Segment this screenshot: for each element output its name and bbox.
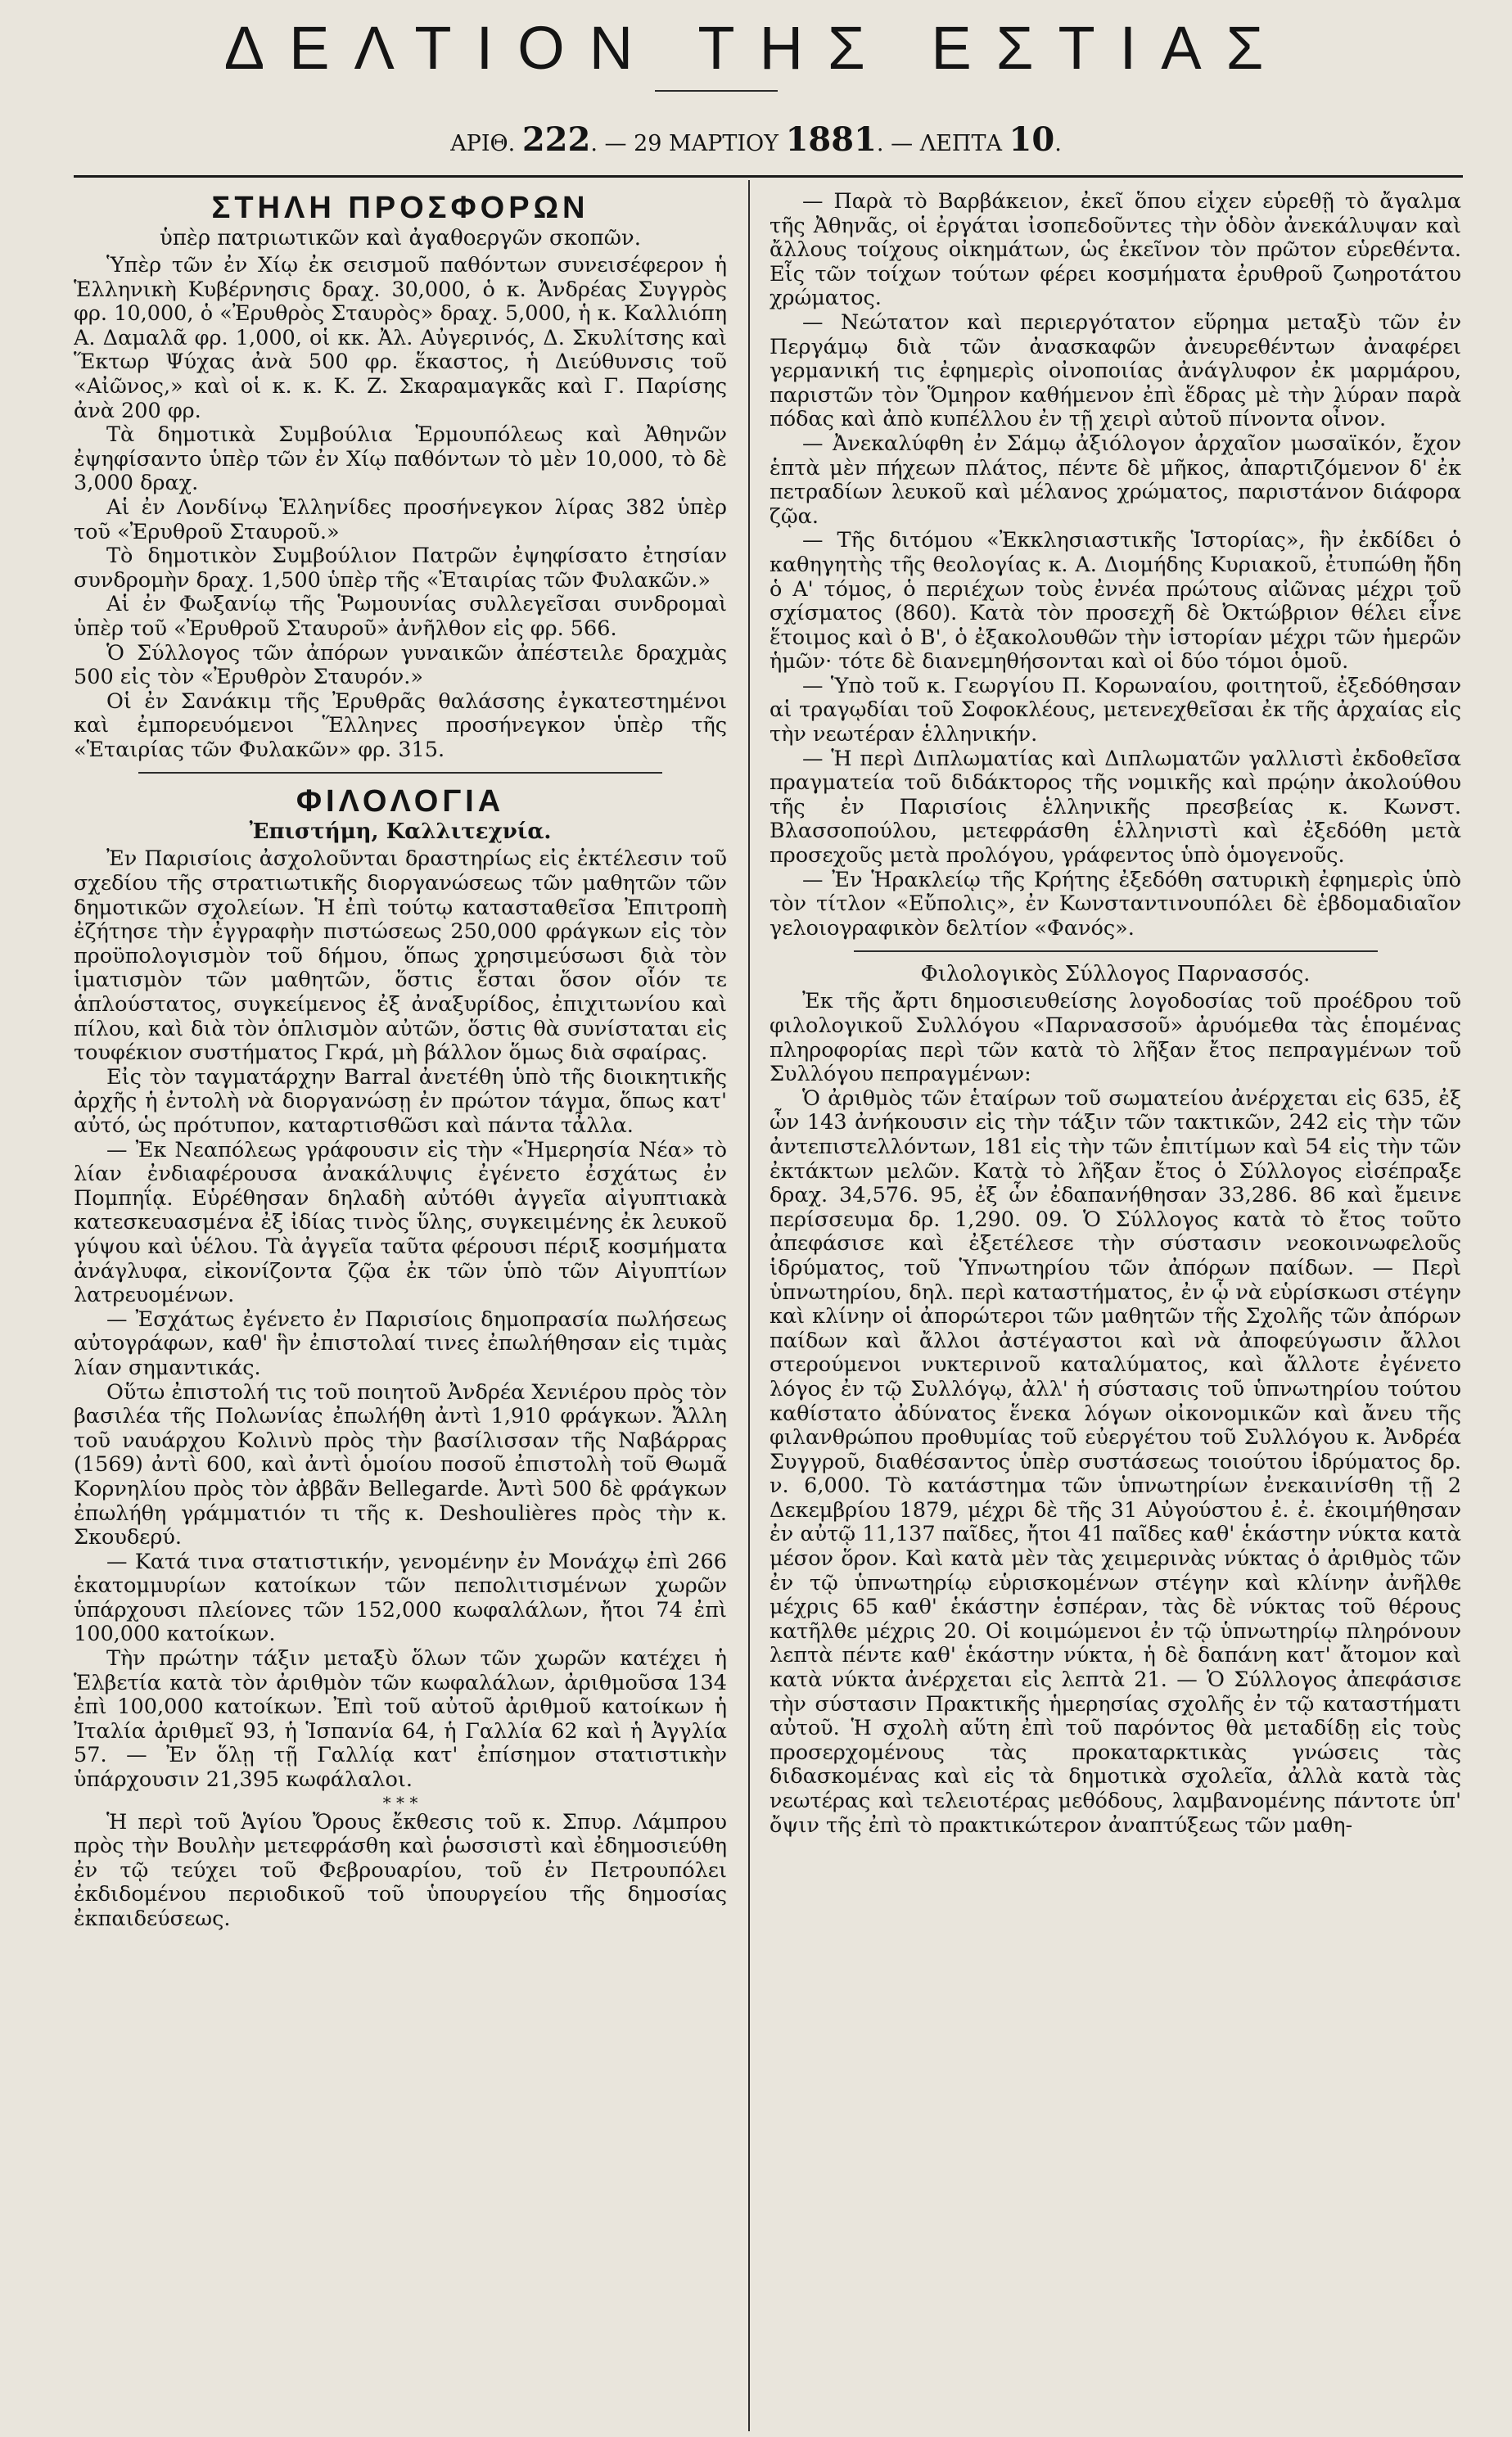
asterism: * * * xyxy=(382,1792,418,1812)
philology-paragraph: Τὴν πρώτην τάξιν μεταξὺ ὅλων τῶν χωρῶν κατέχει ἡ Ἑλβετία κατὰ τὸν ἀριθμὸν τῶν κωφαλάλων, ἀριθμοῦσα 134 ἐπὶ 100,000 κατοίκων. Ἐπὶ τοῦ αὐτοῦ ἀριθμοῦ κατοίκων ἡ Ἰταλία ἀριθμεῖ 93, ἡ Ἱσπανία 64, ἡ Γαλλία 62 καὶ ἡ Ἀγγλία 57. — Ἐν ὅλῃ τῇ Γαλλίᾳ κατ' ἐπίσημον στατιστικὴν ὑπάρχουσιν 21,395 κωφάλαλοι. xyxy=(74,1646,727,1793)
philology-paragraph: — Ἐκ Νεαπόλεως γράφουσιν εἰς τὴν «Ἡμερησία Νέα» τὸ λίαν ἐνδιαφέρουσα ἀνακάλυψις ἐγένετο ἐσχάτως ἐν Πομπηΐᾳ. Εὑρέθησαν δηλαδὴ αὐτόθι ἀγγεῖα αἰγυπτιακὰ κατεσκευασμένα ἐξ ἰδίας τινὸς ὕλης, συγκειμένης ἐκ λευκοῦ γύψου καὶ ὑέλου. Τὰ ἀγγεῖα ταῦτα φέρουσι πέριξ κοσμήματα ἀνάγλυφα, εἰκονίζοντα ζῷα ἐκ τῶν ὑπὸ τῶν Αἰγυπτίων λατρευομένων. xyxy=(74,1137,727,1308)
news-paragraph: — Παρὰ τὸ Βαρβάκειον, ἐκεῖ ὅπου εἶχεν εὑρεθῇ τὸ ἄγαλμα τῆς Ἀθηνᾶς, οἱ ἐργάται ἰσοπεδοῦντες τὴν ὁδὸν ἀνεκάλυψαν καὶ ἄλλους τοίχους οἰκημάτων, ὡς ἐκεῖνον τὸν πρῶτον εὑρεθέντα. Εἷς τῶν τοίχων τούτων φέρει κοσμήματα ἐρυθροῦ ζωηροτάτου χρώματος. xyxy=(770,190,1461,311)
issue-number: 222 xyxy=(521,120,591,159)
philology-paragraph: Εἰς τὸν ταγματάρχην Barral ἀνετέθη ὑπὸ τῆς διοικητικῆς ἀρχῆς ἡ ἐντολὴ νὰ διοργανώσῃ ἐν πρώτον τάγμα, ὅπως κατ' αὐτό, ὡς πρότυπον, καταρτισθῶσι καὶ πάντα τἆλλα. xyxy=(74,1064,727,1138)
offers-paragraph: Οἱ ἐν Σανάκιμ τῆς Ἐρυθρᾶς θαλάσσης ἐγκατεστημένοι καὶ ἐμπορευόμενοι Ἕλληνες προσήνεγκον ὑπὲρ τῆς «Ἑταιρίας τῶν Φυλακῶν» φρ. 315. xyxy=(74,688,727,762)
philology-paragraph: — Κατά τινα στατιστικήν, γενομένην ἐν Μονάχῳ ἐπὶ 266 ἑκατομμυρίων κατοίκων τῶν πεπολιτισμένων χωρῶν ὑπάρχουσι πλείονες τῶν 152,000 κωφαλάλων, ἤτοι 74 ἐπὶ 100,000 κατοίκων. xyxy=(74,1549,727,1647)
right-column xyxy=(770,190,1461,2433)
masthead-rule xyxy=(74,175,1463,178)
offers-paragraph: Τὰ δημοτικὰ Συμβούλια Ἑρμουπόλεως καὶ Ἀθηνῶν ἐψηφίσαντο ὑπὲρ τῶν ἐν Χίῳ παθόντων τὸ μὲν 10,000, τὸ δὲ 3,000 δραχ. xyxy=(74,422,727,496)
philology-section-title: ΦΙΛΟΛΟΓΙΑ xyxy=(296,784,505,819)
philology-closing-paragraph: Ἡ περὶ τοῦ Ἁγίου Ὄρους ἔκθεσις τοῦ κ. Σπυρ. Λάμπρου πρὸς τὴν Βουλὴν μετεφράσθη καὶ ῥωσσιστὶ καὶ ἐδημοσιεύθη ἐν τῷ τεύχει τοῦ Φεβρουαρίου, τοῦ ἐν Πετρουπόλει ἐκδιδομένου περιοδικοῦ τοῦ ὑπουργείου τῆς δημοσίας ἐκπαιδεύσεως. xyxy=(74,1809,727,1931)
issue-year: 1881 xyxy=(785,120,877,159)
news-paragraph: — Ἐν Ἡρακλείῳ τῆς Κρήτης ἐξεδόθη σατυρικὴ ἐφημερὶς ὑπὸ τὸν τίτλον «Εὔπολις», ἐν Κωνσταντινουπόλει δὲ ἑβδομαδιαῖον γελοιογραφικὸν δελτίον «Φανός». xyxy=(770,867,1461,941)
offers-paragraph: Ὑπὲρ τῶν ἐν Χίῳ ἐκ σεισμοῦ παθόντων συνεισέφερον ἡ Ἑλληνικὴ Κυβέρνησις δραχ. 30,000, ὁ κ. Ἀνδρέας Συγγρὸς φρ. 10,000, ὁ «Ἐρυθρὸς Σταυρὸς» δραχ. 5,000, ἡ κ. Καλλιόπη Α. Δαμαλᾶ φρ. 1,000, οἱ κκ. Ἀλ. Αὐγερινός, Δ. Σκυλίτσης καὶ Ἕκτωρ Ψύχας ἀνὰ 500 φρ. ἕκαστος, ἡ Διεύθυνσις τοῦ «Αἰῶνος,» καὶ οἱ κ. κ. Κ. Ζ. Σκαραμαγκᾶς καὶ Γ. Παρίσης ἀνὰ 200 φρ. xyxy=(74,253,727,423)
issue-date: 29 ΜΑΡΤΙΟΥ xyxy=(634,131,779,156)
philology-paragraph: Ἐν Παρισίοις ἀσχολοῦνται δραστηρίως εἰς ἐκτέλεσιν τοῦ σχεδίου τῆς στρατιωτικῆς διοργανώσεως τῶν μαθητῶν τῶν δημοτικῶν σχολείων. Ἡ ἐπὶ τούτῳ κατασταθεῖσα Ἐπιτροπὴ ἐζήτησε τὴν ἐγγραφὴν πιστώσεως 250,000 φράγκων εἰς τὸν προϋπολογισμὸν τοῦ δήμου, ὅπως χρησιμεύσωσι διὰ τὸν ἱματισμὸν τῶν μαθητῶν, ὅστις ἔσται ὅσον οἷόν τε ἁπλούστατος, συγκείμενος ἐξ ἀναξυρίδος, ἐπιχιτωνίου καὶ πίλου, καὶ διὰ τὸν ὁπλισμὸν αὐτῶν, ὅστις θὰ συνίσταται εἰς τουφέκιον συστήματος Γκρά, μὴ βάλλον ὅμως διὰ σφαίρας. xyxy=(74,846,727,1066)
philology-paragraph: Οὕτω ἐπιστολή τις τοῦ ποιητοῦ Ἀνδρέα Χενιέρου πρὸς τὸν βασιλέα τῆς Πολωνίας ἐπωλήθη ἀντὶ 1,910 φράγκων. Ἄλλη τοῦ ναυάρχου Κολινὺ πρὸς τὴν βασίλισσαν τῆς Ναβάρρας (1569) ἀντὶ 600, καὶ ἀντὶ ὁμοίου ποσοῦ ἐπιστολὴ τοῦ Θωμᾶ Κορνηλίου πρὸς τὸν ἀββᾶν Bellegarde. Ἀντὶ 500 δὲ φράγκων ἐπωλήθη γράμματιόν τι τῆς κ. Deshoulières πρὸς τὴν κ. Σκουδερύ. xyxy=(74,1379,727,1550)
offers-paragraph: Ὁ Σύλλογος τῶν ἀπόρων γυναικῶν ἀπέστειλε δραχμὰς 500 εἰς τὸν «Ἐρυθρὸν Σταυρόν.» xyxy=(74,640,727,690)
masthead-title: ΔΕΛΤΙΟΝ ΤΗΣ ΕΣΤΙΑΣ xyxy=(223,14,1289,82)
offers-section-title: ΣΤΗΛΗ ΠΡΟΣΦΟΡΩΝ xyxy=(211,191,589,225)
section-separator xyxy=(138,772,662,774)
section-separator xyxy=(854,950,1378,952)
issue-line: ΑΡΙΘ. 222. — 29 ΜΑΡΤΙΟΥ 1881. — ΛΕΠΤΑ 10. xyxy=(450,120,1062,159)
philology-paragraph: — Ἐσχάτως ἐγένετο ἐν Παρισίοις δημοπρασία πωλήσεως αὐτογράφων, καθ' ἣν ἐπιστολαί τινες ἐπωλήθησαν εἰς τιμὰς λίαν σημαντικάς. xyxy=(74,1307,727,1380)
offers-paragraph: Αἱ ἐν Λονδίνῳ Ἑλληνίδες προσήνεγκον λίρας 382 ὑπὲρ τοῦ «Ἐρυθροῦ Σταυροῦ.» xyxy=(74,494,727,544)
offers-paragraph: Αἱ ἐν Φωξανίῳ τῆς Ῥωμουνίας συλλεγεῖσαι συνδρομαὶ ὑπὲρ τοῦ «Ἐρυθροῦ Σταυροῦ» ἀνῆλθον εἰς φρ. 566. xyxy=(74,592,727,641)
offers-section-subtitle: ὑπὲρ πατριωτικῶν καὶ ἀγαθοεργῶν σκοπῶν. xyxy=(159,226,641,250)
issue-price: 10 xyxy=(1009,120,1055,159)
price-label: ΛΕΠΤΑ xyxy=(919,131,1002,156)
news-paragraph: — Ὑπὸ τοῦ κ. Γεωργίου Π. Κορωναίου, φοιτητοῦ, ἐξεδόθησαν αἱ τραγῳδίαι τοῦ Σοφοκλέους, μετενεχθεῖσαι ἐκ τῆς ἀρχαίας εἰς τὴν νεωτέραν ἑλληνικήν. xyxy=(770,673,1461,747)
society-paragraph: Ὁ ἀριθμὸς τῶν ἑταίρων τοῦ σωματείου ἀνέρχεται εἰς 635, ἐξ ὧν 143 ἀνήκουσιν εἰς τὴν τάξιν τῶν τακτικῶν, 242 εἰς τὴν τῶν ἀντεπιστελλόντων, 181 εἰς τὴν τῶν ἐπιτίμων καὶ 54 εἰς τὴν τῶν ἐκτάκτων μελῶν. Κατὰ τὸ λῆξαν ἔτος ὁ Σύλλογος εἰσέπραξε δραχ. 34,576. 95, ἐξ ὧν ἐδαπανήθησαν 33,286. 86 καὶ ἔμεινε περίσσευμα δρ. 1,290. 09. Ὁ Σύλλογος κατὰ τὸ ἔτος τοῦτο ἀπεφάσισε καὶ ἐξετέλεσε τὴν σύστασιν νεοκοινωφελοῦς ἱδρύματος, τοῦ Ὑπνωτηρίου τῶν ἀπόρων παίδων. — Περὶ ὑπνωτηρίου, δηλ. περὶ καταστήματος, ἐν ᾧ νὰ εὑρίσκωσι στέγην καὶ κλίνην οἱ ἀπορώτεροι τῶν μαθητῶν τῆς Σχολῆς τῶν ἀπόρων παίδων καὶ ἄλλοι ἀστέγαστοι καὶ νὰ ἀποφεύγωσιν ἄλλοι στερούμενοι νυκτερινοῦ καταλύματος, καὶ ἄλλοτε ἐγένετο λόγος ἐν τῷ Συλλόγῳ, ἀλλ' ἡ σύστασις τοῦ ὑπνωτηρίου τούτου καθίστατο ἀδύνατος ἕνεκα λόγων οἰκονομικῶν καὶ ἄνευ τῆς φιλανθρώπου προθυμίας τοῦ εὐεργέτου τοῦ Συλλόγου κ. Ἀνδρέα Συγγροῦ, διαθέσαντος ὑπὲρ συστάσεως τοιούτου ἱδρύματος δρ. ν. 6,000. Τὸ κατάστημα τῶν ὑπνωτηρίων ἐνεκαινίσθη τῇ 2 Δεκεμβρίου 1879, μέχρι δὲ τῆς 31 Αὐγούστου ἐ. ἐ. ἐκοιμήθησαν ἐν αὐτῷ 11,137 παῖδες, ἤτοι 41 παῖδες καθ' ἑκάστην νύκτα κατὰ μέσον ὅρον. Καὶ κατὰ μὲν τὰς χειμερινὰς νύκτας ὁ ἀριθμὸς τῶν ἐν τῷ ὑπνωτηρίῳ εὑρισκομένων στέγην καὶ κλίνην ἀνῆλθε μέχρις 65 καθ' ἑκάστην ἑσπέραν, τὰς δὲ νύκτας τοῦ θέρους κατῆλθε μέχρις 20. Οἱ κοιμώμενοι ἐν τῷ ὑπνωτηρίῳ πληρόνουν λεπτὰ πέντε καθ' ἑκάστην νύκτα, ἡ δὲ δαπάνη κατ' ἄτομον καὶ κατὰ νύκτα ἀνέρχεται εἰς λεπτὰ 21. — Ὁ Σύλλογος ἀπεφάσισε τὴν σύστασιν Πρακτικῆς ἡμερησίας σχολῆς ἐν τῷ καταστήματι αὐτοῦ. Ἡ σχολὴ αὕτη ἐπὶ τοῦ παρόντος θὰ μεταδίδῃ εἰς τοὺς προσερχομένους τὰς προκαταρκτικὰς γνώσεις τὰς διδασκομένας καὶ εἰς τὰ δημοτικὰ σχολεῖα, ἀλλὰ κατὰ τὰς νεωτέρας καὶ τελειοτέρας μεθόδους, λαμβανομένης πάντοτε ὑπ' ὄψιν τῆς ἐπὶ τὸ πρακτικώτερον ἀναπτύξεως τῶν μαθη- xyxy=(770,1085,1461,1838)
column-divider xyxy=(748,180,750,2431)
society-paragraph: Ἐκ τῆς ἄρτι δημοσιευθείσης λογοδοσίας τοῦ προέδρου τοῦ φιλολογικοῦ Συλλόγου «Παρνασσοῦ» ἀρυόμεθα τὰς ἑπομένας πληροφορίας περὶ τῶν κατὰ τὸ λῆξαν ἔτος πεπραγμένων τοῦ Συλλόγου πεπραγμένων: xyxy=(770,989,1461,1087)
issue-separator: — xyxy=(604,131,627,156)
news-paragraph: — Ἡ περὶ Διπλωματίας καὶ Διπλωματῶν γαλλιστὶ ἐκδοθεῖσα πραγματεία τοῦ διδάκτορος τῆς νομικῆς καὶ πρῴην ἀκολούθου τῆς ἐν Παρισίοις ἑλληνικῆς πρεσβείας κ. Κωνστ. Βλασσοπούλου, μετεφράσθη ἑλληνιστὶ καὶ ἐξεδόθη μετὰ προσεχοῦς μετὰ προλόγου, γράφεντος ὑπὸ ὁμογενοῦς. xyxy=(770,746,1461,869)
news-paragraph: — Ἀνεκαλύφθη ἐν Σάμῳ ἀξιόλογον ἀρχαῖον μωσαϊκόν, ἔχον ἑπτὰ μὲν πήχεων πλάτος, πέντε δὲ μῆκος, ἀπαρτιζόμενον δ' ἐκ πετραδίων λευκοῦ καὶ μέλανος χρώματος, παριστάνον διάφορα ζῷα. xyxy=(770,431,1461,529)
masthead-ornament xyxy=(655,90,778,103)
offers-paragraph: Τὸ δημοτικὸν Συμβούλιον Πατρῶν ἐψηφίσατο ἐτησίαν συνδρομὴν δραχ. 1,500 ὑπὲρ τῆς «Ἑταιρίας τῶν Φυλακῶν.» xyxy=(74,544,727,593)
issue-separator-2: — xyxy=(891,131,914,156)
left-column xyxy=(74,190,727,2433)
philology-section-subtitle: Ἐπιστήμη, Καλλιτεχνία. xyxy=(249,819,552,845)
society-heading: Φιλολογικὸς Σύλλογος Παρνασσός. xyxy=(920,962,1311,987)
issue-label: ΑΡΙΘ. xyxy=(450,131,516,156)
news-paragraph: — Νεώτατον καὶ περιεργότατον εὕρημα μεταξὺ τῶν ἐν Περγάμῳ διὰ τῶν ἀνασκαφῶν ἀνευρεθέντων ἀναφέρει γερμανική τις ἐφημερὶς οἰνοποιίας ἀνάγλυφον ἐκ μαρμάρου, παριστῶν τὸν Ὅμηρον καθήμενον ἐπὶ ἕδρας μὲ τὴν λύραν παρὰ πόδας καὶ ἀπὸ κυπέλλου ἐν τῇ χειρὶ αὐτοῦ πίνοντα οἶνον. xyxy=(770,309,1461,432)
news-paragraph: — Τῆς διτόμου «Ἐκκλησιαστικῆς Ἱστορίας», ἣν ἐκδίδει ὁ καθηγητὴς τῆς θεολογίας κ. Α. Διομήδης Κυριακοῦ, ἐτυπώθη ἤδη ὁ Α' τόμος, ὁ περιέχων τοὺς ἐννέα πρώτους αἰῶνας μέχρι τοῦ σχίσματος (860). Κατὰ τὸν προσεχῆ δὲ Ὀκτώβριον θέλει εἶνε ἕτοιμος καὶ ὁ Β', ὁ ἐξακολουθῶν τὴν ἱστορίαν μέχρι τῶν ἡμερῶν ἡμῶν· τότε δὲ διανεμηθήσονται καὶ οἱ δύο τόμοι ὁμοῦ. xyxy=(770,528,1461,675)
